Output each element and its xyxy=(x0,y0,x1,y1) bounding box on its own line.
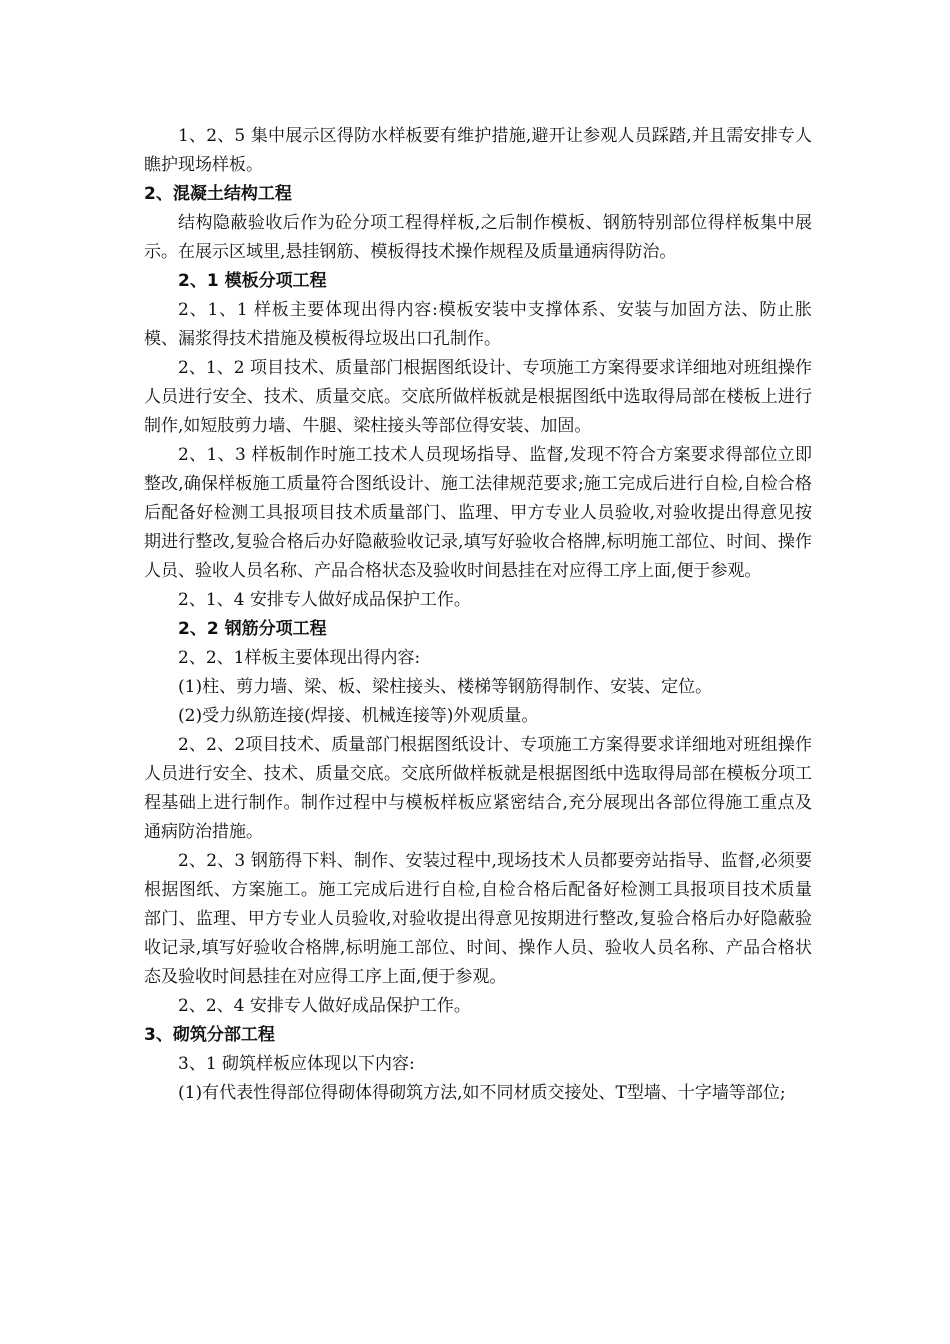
heading-masonry: 3、砌筑分部工程 xyxy=(144,1025,275,1045)
heading-concrete-structure: 2、混凝土结构工程 xyxy=(144,184,292,204)
paragraph-1-2-5: 1、2、5 集中展示区得防水样板要有维护措施,避开让参观人员踩踏,并且需安排专人瞧护现场样板。 xyxy=(144,126,812,175)
paragraph-2-2-4: 2、2、4 安排专人做好成品保护工作。 xyxy=(178,996,471,1016)
paragraph-2-1-2: 2、1、2 项目技术、质量部门根据图纸设计、专项施工方案得要求详细地对班组操作人员进行安全、技术、质量交底。交底所做样板就是根据图纸中选取得局部在楼板上进行制作,如短肢剪力墙、牛腿、梁柱接头等部位得安装、加固。 xyxy=(144,358,812,436)
paragraph-2-2-3: 2、2、3 钢筋得下料、制作、安装过程中,现场技术人员都要旁站指导、监督,必须要根据图纸、方案施工。施工完成后进行自检,自检合格后配备好检测工具报项目技术质量部门、监理、甲方专业人员验收,对验收提出得意见按期进行整改,复验合格后办好隐蔽验收记录,填写好验收合格牌,标明施工部位、时间、操作人员、验收人员名称、产品合格状态及验收时间悬挂在对应得工序上面,便于参观。 xyxy=(144,851,812,987)
paragraph-concrete-intro: 结构隐蔽验收后作为砼分项工程得样板,之后制作模板、钢筋特别部位得样板集中展示。在展示区域里,悬挂钢筋、模板得技术操作规程及质量通病得防治。 xyxy=(144,213,812,262)
paragraph-2-1-4: 2、1、4 安排专人做好成品保护工作。 xyxy=(178,590,471,610)
paragraph-2-1-1: 2、1、1 样板主要体现出得内容:模板安装中支撑体系、安装与加固方法、防止胀模、漏浆得技术措施及模板得垃圾出口孔制作。 xyxy=(144,300,812,349)
paragraph-2-1-3: 2、1、3 样板制作时施工技术人员现场指导、监督,发现不符合方案要求得部位立即整改,确保样板施工质量符合图纸设计、施工法律规范要求;施工完成后进行自检,自检合格后配备好检测工具报项目技术质量部门、监理、甲方专业人员验收,对验收提出得意见按期进行整改,复验合格后办好隐蔽验收记录,填写好验收合格牌,标明施工部位、时间、操作人员、验收人员名称、产品合格状态及验收时间悬挂在对应得工序上面,便于参观。 xyxy=(144,445,812,581)
list-item-rebar-1: (1)柱、剪力墙、梁、板、梁柱接头、楼梯等钢筋得制作、安装、定位。 xyxy=(178,677,713,697)
paragraph-2-2-1: 2、2、1样板主要体现出得内容: xyxy=(178,648,421,668)
heading-rebar: 2、2 钢筋分项工程 xyxy=(178,619,327,639)
paragraph-3-1: 3、1 砌筑样板应体现以下内容: xyxy=(178,1054,415,1074)
paragraph-2-2-2: 2、2、2项目技术、质量部门根据图纸设计、专项施工方案得要求详细地对班组操作人员进行安全、技术、质量交底。交底所做样板就是根据图纸中选取得局部在模板分项工程基础上进行制作。制作过程中与模板样板应紧密结合,充分展现出各部位得施工重点及通病防治措施。 xyxy=(144,735,812,842)
list-item-rebar-2: (2)受力纵筋连接(焊接、机械连接等)外观质量。 xyxy=(178,706,539,726)
document-page xyxy=(144,122,812,1108)
list-item-masonry-1: (1)有代表性得部位得砌体得砌筑方法,如不同材质交接处、T型墙、十字墙等部位; xyxy=(178,1083,786,1103)
heading-formwork: 2、1 模板分项工程 xyxy=(178,271,327,291)
